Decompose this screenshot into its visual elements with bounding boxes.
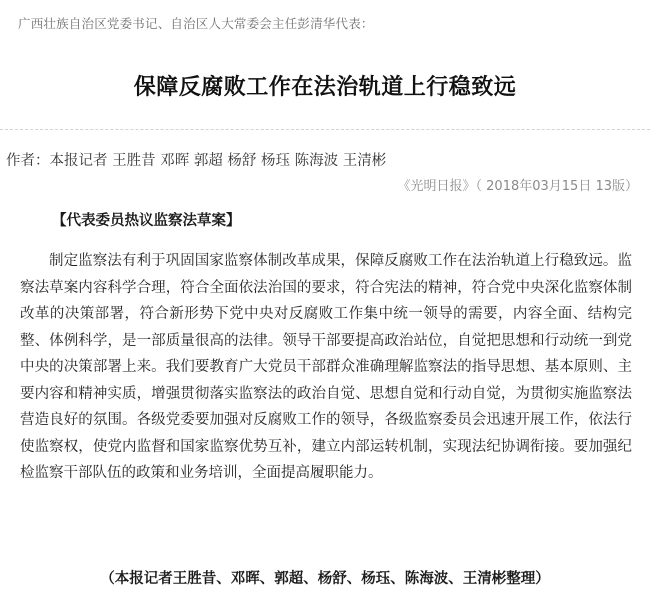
article-source: 《光明日报》（ 2018年03月15日 13版） [397,179,638,194]
section-heading: 【代表委员热议监察法草案】 [52,212,241,229]
title-divider [0,129,650,130]
article-byline: 作者：本报记者 王胜昔 邓晖 郭超 杨舒 杨珏 陈海波 王清彬 [6,153,387,169]
article-closing-credit: （本报记者王胜昔、邓晖、郭超、杨舒、杨珏、陈海波、王清彬整理） [100,570,550,587]
article-subheading: 广西壮族自治区党委书记、自治区人大常委会主任彭清华代表： [18,16,374,31]
article-body-paragraph: 制定监察法有利于巩固国家监察体制改革成果，保障反腐败工作在法治轨道上行稳致远。监察法草案内容科学合理，符合全面依法治国的要求，符合宪法的精神，符合党中央深化监察体制改革的决策部署，符合新形势下党中央对反腐败工作集中统一领导的需要，内容全面、结构完整、体例科学，是一部质量很高的法律。领导干部要提高政治站位，自觉把思想和行动统一到党中央的决策部署上来。我们要教育广大党员干部群众准确理解监察法的指导思想、基本原则、主要内容和精神实质，增强贯彻落实监察法的政治自觉、思想自觉和行动自觉，为贯彻实施监察法营造良好的氛围。各级党委要加强对反腐败工作的领导，各级监察委员会迅速开展工作，依法行使监察权，使党内监督和国家监察优势互补，建立内部运转机制，实现法纪协调衔接。要加强纪检监察干部队伍的政策和业务培训，全面提高履职能力。 [20,253,632,481]
article-title: 保障反腐败工作在法治轨道上行稳致远 [133,75,517,100]
